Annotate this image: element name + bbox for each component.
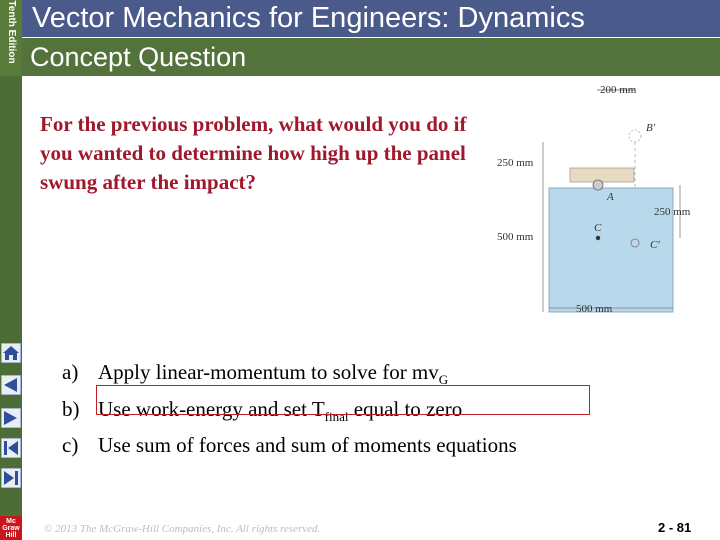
answer-subscript: final	[324, 408, 349, 424]
panel-diagram	[492, 78, 720, 323]
dim-250-right-label: 250 mm	[654, 206, 691, 218]
edition-label: Tenth Edition	[6, 0, 17, 64]
next-icon[interactable]	[1, 438, 21, 458]
previous-icon[interactable]	[1, 375, 21, 395]
answer-option-c[interactable]	[62, 431, 517, 468]
answer-text: Apply linear-momentum to solve for mv	[98, 360, 439, 384]
label-a: A	[607, 191, 614, 203]
dim-250-left-label: 250 mm	[497, 157, 534, 169]
answer-letter: a)	[62, 360, 79, 384]
question-text: For the previous problem, what would you do if you wanted to determine how high up the panel swung after the impact?	[40, 112, 467, 194]
copyright-notice: © 2013 The McGraw-Hill Companies, Inc. All rights reserved.	[44, 523, 321, 535]
back-icon[interactable]	[1, 408, 21, 428]
answer-text-tail: equal to zero	[348, 396, 463, 421]
slide-subtitle: Concept Question	[30, 42, 247, 72]
slide-title: Vector Mechanics for Engineers: Dynamics	[32, 2, 585, 34]
label-c-prime: C′	[650, 239, 660, 251]
support-block	[570, 168, 634, 182]
page-number: 2 - 81	[658, 520, 692, 535]
dim-500-bottom-label: 500 mm	[576, 303, 613, 315]
home-icon[interactable]	[1, 343, 21, 363]
answer-text: Use sum of forces and sum of moments equations	[98, 433, 517, 458]
answer-list	[62, 358, 517, 468]
selected-answer-highlight	[96, 385, 590, 415]
answer-letter: b)	[62, 396, 80, 421]
point-c	[596, 236, 600, 240]
dim-200-label: 200 mm	[600, 84, 637, 96]
label-b-prime: B′	[646, 122, 656, 134]
edition-tab	[0, 0, 22, 76]
first-icon[interactable]	[1, 468, 21, 488]
title-bar	[22, 0, 720, 37]
answer-letter: c)	[62, 433, 79, 458]
b-prime-marker	[629, 130, 641, 142]
pin-a	[593, 180, 603, 190]
answer-subscript: G	[438, 372, 449, 388]
mcgraw-hill-logo: Mc Graw Hill	[0, 516, 22, 540]
answer-text: Use work-energy and set T	[98, 396, 325, 421]
slide-header	[0, 0, 720, 76]
label-c: C	[594, 222, 602, 234]
subtitle-bar	[22, 38, 720, 76]
dim-500-left-label: 500 mm	[497, 231, 534, 243]
